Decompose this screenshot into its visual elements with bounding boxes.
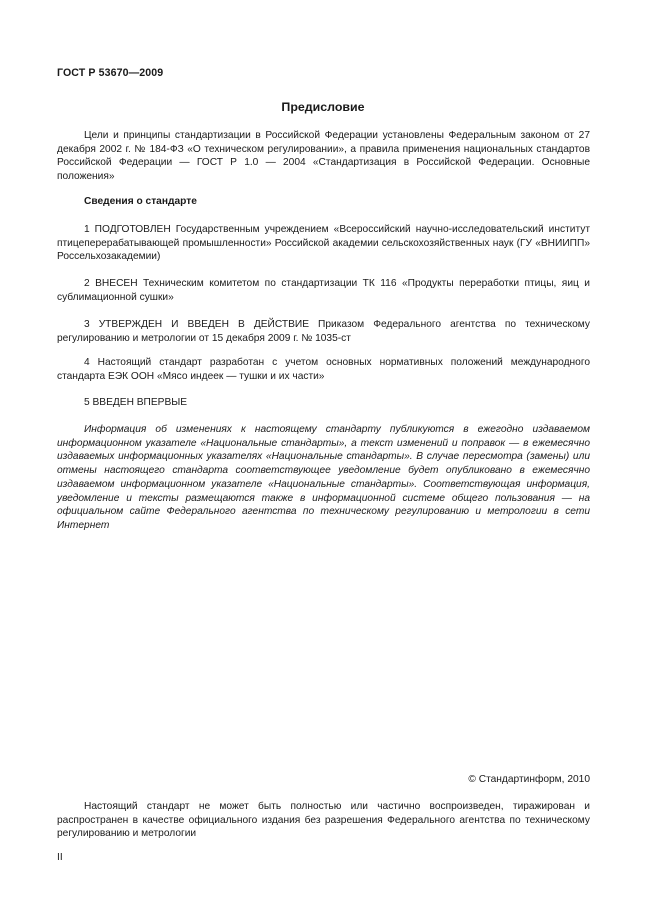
info-heading: Сведения о стандарте	[84, 196, 197, 207]
item-1-prepared: 1 ПОДГОТОВЛЕН Государственным учреждением «Всероссийский научно-исследовательский институт птицеперерабатывающей промышленности» Российской академии сельскохозяйственных наук (ГУ «ВНИИПП» Россельхозакадемии)	[57, 224, 590, 263]
item-5-introduced: 5 ВВЕДЕН ВПЕРВЫЕ	[84, 397, 188, 408]
reproduction-notice: Настоящий стандарт не может быть полностью или частично воспроизведен, тиражирован и распространен в качестве официального издания без разрешения Федерального агентства по техническому регулированию и метрологии	[57, 801, 590, 840]
page-number: II	[57, 852, 63, 863]
copyright-notice: © Стандартинформ, 2010	[468, 774, 590, 785]
document-id: ГОСТ Р 53670—2009	[57, 67, 164, 79]
intro-paragraph: Цели и принципы стандартизации в Российской Федерации установлены Федеральным законом от 27 декабря 2002 г. № 184-ФЗ «О техническом регулировании», а правила применения национальных стандартов Российской Федерации — ГОСТ Р 1.0 — 2004 «Стандартизация в Российской Федерации. Основные положения»	[57, 130, 590, 183]
page-title: Предисловие	[281, 100, 365, 114]
changes-notice: Информация об изменениях к настоящему стандарту публикуются в ежегодно издаваемом информационном указателе «Национальные стандарты», а текст изменений и поправок — в ежемесячно издаваемых информационных указателях «Национальные стандарты». В случае пересмотра (замены) или отмены настоящего стандарта соответствующее уведомление будет опубликовано в ежемесячно издаваемом информационном указателе «Национальные стандарты». Соответствующая информация, уведомление и тексты размещаются также в информационной системе общего пользования — на официальном сайте Федерального агентства по техническому регулированию и метрологии в сети Интернет	[57, 424, 590, 531]
item-3-approved: 3 УТВЕРЖДЕН И ВВЕДЕН В ДЕЙСТВИЕ Приказом Федерального агентства по техническому регулированию и метрологии от 15 декабря 2009 г. № 1035-ст	[57, 319, 590, 344]
item-4-based-on: 4 Настоящий стандарт разработан с учетом основных нормативных положений международного стандарта ЕЭК ООН «Мясо индеек — тушки и их части»	[57, 357, 590, 382]
item-2-submitted: 2 ВНЕСЕН Техническим комитетом по стандартизации ТК 116 «Продукты переработки птицы, яиц и сублимационной сушки»	[57, 278, 590, 303]
